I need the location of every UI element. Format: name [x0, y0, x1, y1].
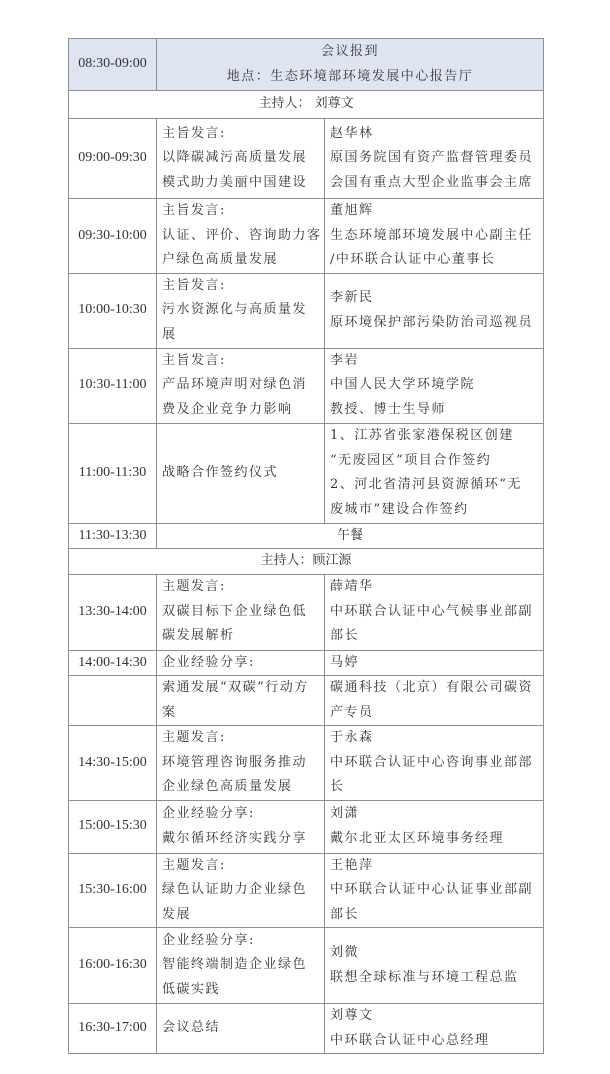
agenda-row: [69, 800, 544, 853]
agenda-row: [69, 574, 544, 650]
time-cell: 14:30-15:00: [69, 726, 157, 801]
speaker-line: 生态环境部环境发展中心副主任: [330, 227, 534, 243]
topic-line: 企业经验分享:: [162, 932, 255, 948]
topic-line: 户绿色高质量发展: [162, 252, 279, 267]
topic-cell: [157, 348, 325, 423]
speaker-line: 部长: [330, 628, 360, 644]
time-cell: 13:30-14:00: [69, 574, 157, 650]
topic-line: 发展: [162, 906, 192, 922]
speaker-cell: [325, 199, 544, 274]
speaker-line: 薛靖华: [330, 579, 374, 595]
time-cell: 15:30-16:00: [69, 853, 157, 928]
speaker-line: 于永森: [330, 730, 374, 745]
speaker-line: 李新民: [330, 290, 374, 305]
speaker-line: 部长: [330, 906, 360, 922]
speaker-line: 中环联合认证中心咨询事业部部: [330, 754, 534, 770]
topic-cell: [157, 273, 325, 348]
host-row: [69, 549, 544, 575]
speaker-line: 赵华林: [330, 125, 374, 141]
speaker-cell: [325, 574, 544, 650]
registration-location: 地点：生态环境部环境发展中心报告厅: [226, 68, 474, 84]
topic-cell: [157, 676, 325, 726]
speaker-line: 董旭辉: [330, 203, 374, 218]
speaker-line: 刘微: [330, 945, 360, 960]
agenda-row: [69, 348, 544, 423]
time-cell: 09:30-10:00: [69, 199, 157, 274]
agenda-row: [69, 676, 544, 726]
speaker-line: 刘潇: [330, 806, 360, 821]
topic-line: 认证、评价、咨询助力客: [162, 227, 322, 243]
speaker-line: 戴尔北亚太区环境事务经理: [330, 830, 505, 846]
topic-line: 低碳实践: [162, 981, 221, 997]
speaker-line: 碳通科技（北京）有限公司碳资: [330, 680, 534, 695]
speaker-cell: [325, 676, 544, 726]
topic-line: 展: [162, 326, 177, 342]
topic-cell: [157, 726, 325, 801]
topic-line: 会议总结: [162, 1020, 221, 1036]
topic-line: 费及企业竞争力影响: [162, 401, 293, 417]
speaker-line: 原环境保护部污染防治司巡视员: [330, 314, 534, 330]
topic-line: 模式助力美丽中国建设: [162, 174, 308, 190]
speaker-line: 1、江苏省张家港保税区创建: [330, 428, 514, 443]
registration-row: [69, 39, 544, 91]
agenda-row: [69, 853, 544, 928]
speaker-line: 李岩: [330, 352, 360, 368]
topic-line: 主旨发言:: [162, 203, 226, 218]
agenda-row: [69, 119, 544, 199]
time-cell: 11:00-11:30: [69, 423, 157, 523]
lunch-label: 午餐: [157, 523, 544, 549]
topic-line: 企业绿色高质量发展: [162, 779, 293, 794]
host-row: [69, 91, 544, 119]
host-cell: 主持人：顾江源: [69, 549, 544, 575]
time-cell: 14:00-14:30: [69, 650, 157, 676]
speaker-line: 2、河北省清河县资源循环“无: [330, 477, 522, 492]
speaker-line: 教授、博士生导师: [330, 401, 447, 417]
topic-line: 主旨发言:: [162, 352, 226, 368]
time-cell: 10:30-11:00: [69, 348, 157, 423]
time-cell: 09:00-09:30: [69, 119, 157, 199]
time-cell: [69, 676, 157, 726]
topic-line: 环境管理咨询服务推动: [162, 754, 308, 770]
speaker-cell: [325, 726, 544, 801]
topic-line: 主题发言:: [162, 857, 226, 873]
topic-cell: [157, 119, 325, 199]
topic-line: 企业经验分享:: [162, 806, 255, 821]
speaker-line: 中环联合认证中心气候事业部副: [330, 603, 534, 619]
time-cell: 15:00-15:30: [69, 800, 157, 853]
speaker-line: 马婷: [330, 654, 360, 670]
speaker-cell: [325, 650, 544, 676]
speaker-cell: [325, 853, 544, 928]
agenda-row: [69, 928, 544, 1004]
speaker-cell: [325, 1004, 544, 1054]
speaker-line: 会国有重点大型企业监事会主席: [330, 174, 534, 190]
speaker-cell: [325, 348, 544, 423]
agenda-row: [69, 1004, 544, 1054]
topic-line: 戴尔循环经济实践分享: [162, 830, 308, 846]
topic-line: 以降碳减污高质量发展: [162, 150, 308, 166]
time-cell: 16:00-16:30: [69, 928, 157, 1004]
agenda-row: [69, 199, 544, 274]
speaker-cell: [325, 273, 544, 348]
topic-cell: [157, 199, 325, 274]
speaker-line: 中环联合认证中心总经理: [330, 1032, 490, 1048]
time-cell: 10:00-10:30: [69, 273, 157, 348]
topic-line: 主题发言:: [162, 730, 226, 745]
topic-line: 双碳目标下企业绿色低: [162, 603, 308, 619]
topic-line: 企业经验分享:: [162, 654, 255, 670]
speaker-line: 刘尊文: [330, 1008, 374, 1023]
topic-line: 产品环境声明对绿色消: [162, 377, 308, 393]
topic-line: 主旨发言:: [162, 125, 226, 141]
speaker-line: 长: [330, 779, 345, 794]
time-cell: 11:30-13:30: [69, 523, 157, 549]
topic-cell: [157, 423, 325, 523]
lunch-row: [69, 523, 544, 549]
topic-line: 绿色认证助力企业绿色: [162, 882, 308, 897]
agenda-row: [69, 273, 544, 348]
topic-line: 主旨发言:: [162, 277, 226, 293]
speaker-line: 王艳萍: [330, 857, 374, 873]
time-cell: 08:30-09:00: [69, 39, 157, 91]
time-cell: 16:30-17:00: [69, 1004, 157, 1054]
speaker-line: /中环联合认证中心董事长: [330, 252, 496, 267]
speaker-cell: [325, 928, 544, 1004]
speaker-cell: [325, 119, 544, 199]
speaker-cell: [325, 800, 544, 853]
topic-cell: [157, 853, 325, 928]
topic-cell: [157, 574, 325, 650]
topic-cell: [157, 1004, 325, 1054]
agenda-row: [69, 650, 544, 676]
topic-line: 碳发展解析: [162, 628, 235, 644]
topic-line: 智能终端制造企业绿色: [162, 957, 308, 973]
agenda-table: [68, 38, 544, 1054]
host-cell: 主持人： 刘尊文: [69, 91, 544, 119]
speaker-line: 产专员: [330, 704, 374, 720]
registration-title: 会议报到: [321, 44, 380, 59]
topic-cell: [157, 800, 325, 853]
topic-line: 索通发展“双碳”行动方: [162, 680, 309, 695]
speaker-line: 废城市”建设合作签约: [330, 501, 469, 517]
speaker-line: “无废园区”项目合作签约: [330, 452, 492, 468]
speaker-line: 联想全球标准与环境工程总监: [330, 969, 519, 985]
topic-line: 污水资源化与高质量发: [162, 302, 308, 318]
speaker-cell: [325, 423, 544, 523]
topic-line: 主题发言:: [162, 579, 226, 595]
speaker-line: 中环联合认证中心认证事业部副: [330, 882, 534, 897]
agenda-row: [69, 423, 544, 523]
speaker-line: 原国务院国有资产监督管理委员: [330, 150, 534, 166]
agenda-row: [69, 726, 544, 801]
topic-line: 案: [162, 704, 177, 720]
topic-line: 战略合作签约仪式: [162, 464, 279, 480]
topic-cell: [157, 928, 325, 1004]
speaker-line: 中国人民大学环境学院: [330, 377, 476, 393]
topic-cell: [157, 650, 325, 676]
